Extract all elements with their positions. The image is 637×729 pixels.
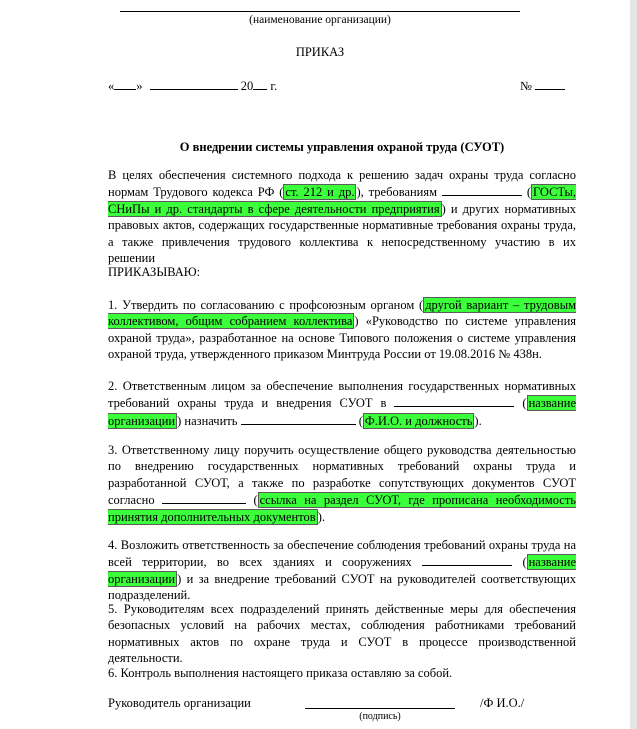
item2-text-4: (	[355, 413, 363, 428]
intro-text-2: ), требованиям	[356, 185, 442, 200]
item1-text-1: 1. Утвердить по согласованию с профсоюзным органом (	[108, 298, 424, 312]
number-sign: №	[520, 79, 532, 93]
item1-text-2: ) «Руководство по системе управления охраной труда», разработанное на основе Типового положения о системе управления охраной труда, утвержденного приказом Минтруда России от 19.08.2016 № 438н.	[108, 314, 577, 362]
order-number-field	[520, 77, 565, 94]
item3-text-2: (	[246, 493, 258, 508]
item2-text-1: 2. Ответственным лицом за обеспечение выполнения государственных нормативных требований охраны труда и внедрения СУОТ в	[108, 379, 576, 411]
item4-text-1: 4. Возложить ответственность за обеспечение соблюдения требований охраны труда на всей территории, во всех зданиях и сооружениях	[108, 538, 576, 570]
section-blank	[162, 491, 246, 504]
number-blank	[535, 77, 565, 90]
item-1-paragraph	[108, 297, 576, 363]
order-title: О внедрении системы управления охраной труда (СУОТ)	[179, 140, 505, 154]
intro-text-3: (	[521, 185, 532, 200]
item-2-paragraph	[108, 378, 576, 429]
standards-blank	[442, 183, 522, 196]
item2-text-3: ) назначить	[177, 413, 241, 428]
signature-name: /Ф И.О./	[480, 696, 525, 710]
window-gutter	[630, 0, 637, 729]
date-quote-close: »	[136, 79, 143, 93]
day-blank	[114, 77, 136, 90]
item-5-paragraph: 5. Руководителям всех подразделений принять действенные меры для обеспечения безопасных условий на рабочих местах, соблюдения работниками требований нормативных актов по охране труда и СУОТ в процессе производственной деятельности.	[108, 602, 576, 666]
intro-text-1: В целях обеспечения системного подхода к решению задач охраны труда согласно нормам Трудового кодекса РФ (	[108, 168, 576, 200]
item-3-paragraph	[108, 442, 576, 525]
highlight-person-name: Ф.И.О. и должность	[364, 413, 473, 428]
highlight-approval-body: другой вариант – трудовым коллективом, общим собранием коллектива	[108, 298, 576, 329]
doc-type-title: ПРИКАЗ	[295, 45, 345, 59]
territory-blank	[422, 553, 512, 566]
month-blank	[150, 77, 238, 90]
item4-text-2: (	[512, 555, 527, 570]
person-blank	[241, 412, 356, 425]
item3-text-3: ).	[317, 509, 325, 524]
item-6-paragraph: 6. Контроль выполнения настоящего приказа оставляю за собой.	[108, 666, 453, 680]
highlight-org-name: название организации	[108, 396, 576, 428]
intro-text-4: ) и других нормативных правовых актов, содержащих государственные нормативные требования охраны труда, а также привлечения трудового коллектива к непосредственному участию в их решении	[108, 201, 576, 266]
item4-text-3: ) и за внедрение требований СУОТ на руководителей соответствующих подразделений.	[108, 571, 576, 603]
signature-line	[305, 708, 455, 709]
year-prefix: 20	[240, 79, 254, 93]
order-keyword: ПРИКАЗЫВАЮ:	[108, 265, 201, 279]
item2-text-5: ).	[474, 413, 482, 428]
item-4-paragraph	[108, 537, 576, 604]
year-suffix: г.	[267, 79, 278, 93]
highlight-org-name-2: название организации	[108, 555, 576, 586]
intro-paragraph	[108, 167, 576, 266]
highlight-section-ref: ссылка на раздел СУОТ, где прописана необходимость принятия дополнительных документов	[108, 493, 576, 524]
date-quote-open: «	[108, 79, 115, 93]
signature-caption: (подпись)	[359, 711, 401, 722]
item3-text-1: 3. Ответственному лицу поручить осуществление общего руководства деятельностью по внедрению государственных нормативных требований охраны труда и разработанной СУОТ, а также по разработке сопутствующих документов СУОТ согласно	[108, 443, 576, 508]
org-blank	[394, 394, 514, 407]
highlight-standards: ГОСТы, СНиПы и др. стандарты в сфере деятельности предприятия	[108, 185, 576, 216]
item2-text-2: (	[514, 396, 527, 411]
org-name-line	[120, 11, 520, 12]
year-blank	[253, 77, 267, 90]
highlight-article-ref: ст. 212 и др.	[285, 185, 355, 200]
signature-role: Руководитель организации	[108, 696, 251, 710]
date-field	[108, 77, 277, 94]
org-name-caption: (наименование организации)	[249, 14, 391, 26]
